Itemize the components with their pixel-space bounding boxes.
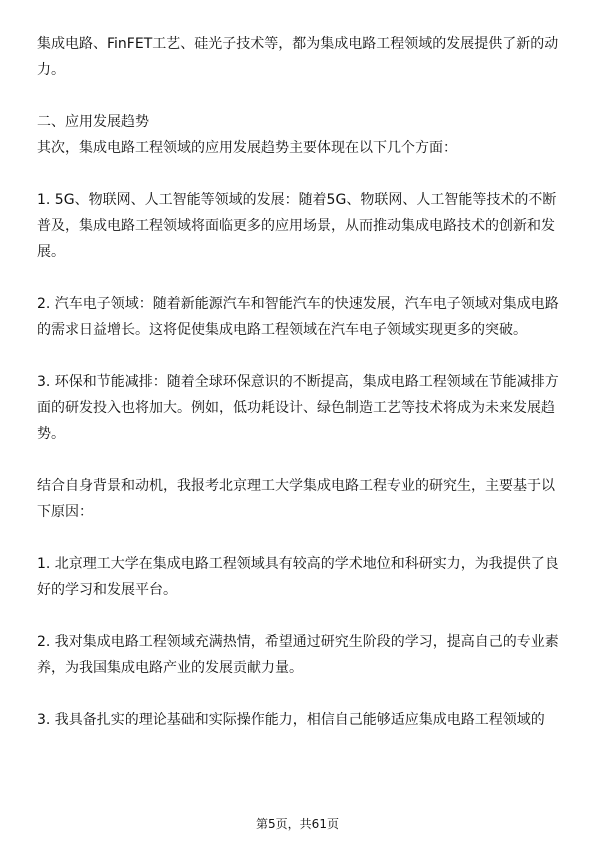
paragraph-spacer bbox=[37, 447, 559, 473]
paragraph-spacer bbox=[37, 603, 559, 629]
section-heading: 二、应用发展趋势 bbox=[37, 114, 149, 130]
list-item-reason-1: 1. 北京理工大学在集成电路工程领域具有较高的学术地位和科研实力，为我提供了良好的学习和发展平台。 bbox=[37, 556, 559, 598]
paragraph-spacer bbox=[37, 265, 559, 291]
paragraph-spacer bbox=[37, 83, 559, 109]
list-item-trend-1: 1. 5G、物联网、人工智能等领域的发展：随着5G、物联网、人工智能等技术的不断普及，集成电路工程领域将面临更多的应用场景，从而推动集成电路技术的创新和发展。 bbox=[37, 192, 557, 260]
list-item-trend-2: 2. 汽车电子领域：随着新能源汽车和智能汽车的快速发展，汽车电子领域对集成电路的需求日益增长。这将促使集成电路工程领域在汽车电子领域实现更多的突破。 bbox=[37, 296, 559, 338]
paragraph-intro-continuation: 集成电路、FinFET工艺、硅光子技术等，都为集成电路工程领域的发展提供了新的动力。 bbox=[37, 36, 559, 78]
page-number: 第5页，共61页 bbox=[256, 817, 339, 831]
paragraph-spacer bbox=[37, 525, 559, 551]
document-body bbox=[37, 31, 559, 733]
paragraph-spacer bbox=[37, 343, 559, 369]
list-item-reason-2: 2. 我对集成电路工程领域充满热情，希望通过研究生阶段的学习，提高自己的专业素养，为我国集成电路产业的发展贡献力量。 bbox=[37, 634, 559, 676]
paragraph-spacer bbox=[37, 681, 559, 707]
list-item-trend-3: 3. 环保和节能减排：随着全球环保意识的不断提高，集成电路工程领域在节能减排方面的研发投入也将加大。例如，低功耗设计、绿色制造工艺等技术将成为未来发展趋势。 bbox=[37, 374, 559, 442]
list-item-reason-3: 3. 我具备扎实的理论基础和实际操作能力，相信自己能够适应集成电路工程领域的 bbox=[37, 712, 545, 728]
paragraph-motivation: 结合自身背景和动机，我报考北京理工大学集成电路工程专业的研究生，主要基于以下原因： bbox=[37, 478, 555, 520]
paragraph-spacer bbox=[37, 161, 559, 187]
paragraph-section-intro: 其次，集成电路工程领域的应用发展趋势主要体现在以下几个方面： bbox=[37, 140, 457, 156]
